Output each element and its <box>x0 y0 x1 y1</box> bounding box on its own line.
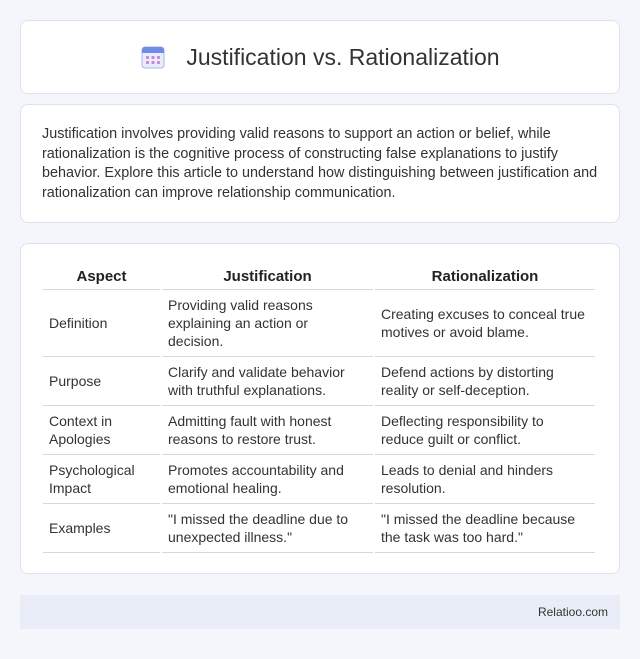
table-header-row <box>43 264 595 290</box>
row-rationalization: "I missed the deadline because the task was too hard." <box>375 504 595 553</box>
header-rationalization: Rationalization <box>375 264 595 290</box>
row-rationalization: Defend actions by distorting reality or self-deception. <box>375 357 595 406</box>
intro-text: Justification involves providing valid reasons to support an action or belief, while rationalization is the cognitive process of constructing false explanations to justify behavior. Explore this article to understand how distinguishing between justification and rationalization can improve relationship communication. <box>42 126 598 201</box>
row-aspect: Context in Apologies <box>43 406 160 455</box>
table-row <box>43 290 595 357</box>
table-row <box>43 406 595 455</box>
table-row <box>43 455 595 504</box>
row-justification: Providing valid reasons explaining an action or decision. <box>162 290 373 357</box>
comparison-table <box>41 264 597 553</box>
row-rationalization: Deflecting responsibility to reduce guilt or conflict. <box>375 406 595 455</box>
row-aspect: Psychological Impact <box>43 455 160 504</box>
row-justification: "I missed the deadline due to unexpected illness." <box>162 504 373 553</box>
footer-brand: Relatioo.com <box>537 605 608 619</box>
row-justification: Clarify and validate behavior with truthful explanations. <box>162 357 373 406</box>
row-aspect: Purpose <box>43 357 160 406</box>
row-aspect: Examples <box>43 504 160 553</box>
row-justification: Admitting fault with honest reasons to restore trust. <box>162 406 373 455</box>
row-aspect: Definition <box>43 290 160 357</box>
row-rationalization: Creating excuses to conceal true motives or avoid blame. <box>375 290 595 357</box>
header-justification: Justification <box>162 264 373 290</box>
footer <box>20 595 620 629</box>
page-title: Justification vs. Rationalization <box>186 43 500 70</box>
header-aspect: Aspect <box>43 264 160 290</box>
calendar-icon <box>140 44 166 70</box>
table-row <box>43 504 595 553</box>
table-row <box>43 357 595 406</box>
row-rationalization: Leads to denial and hinders resolution. <box>375 455 595 504</box>
row-justification: Promotes accountability and emotional healing. <box>162 455 373 504</box>
comparison-card <box>20 243 620 574</box>
intro-card <box>20 104 620 223</box>
title-card <box>20 20 620 94</box>
